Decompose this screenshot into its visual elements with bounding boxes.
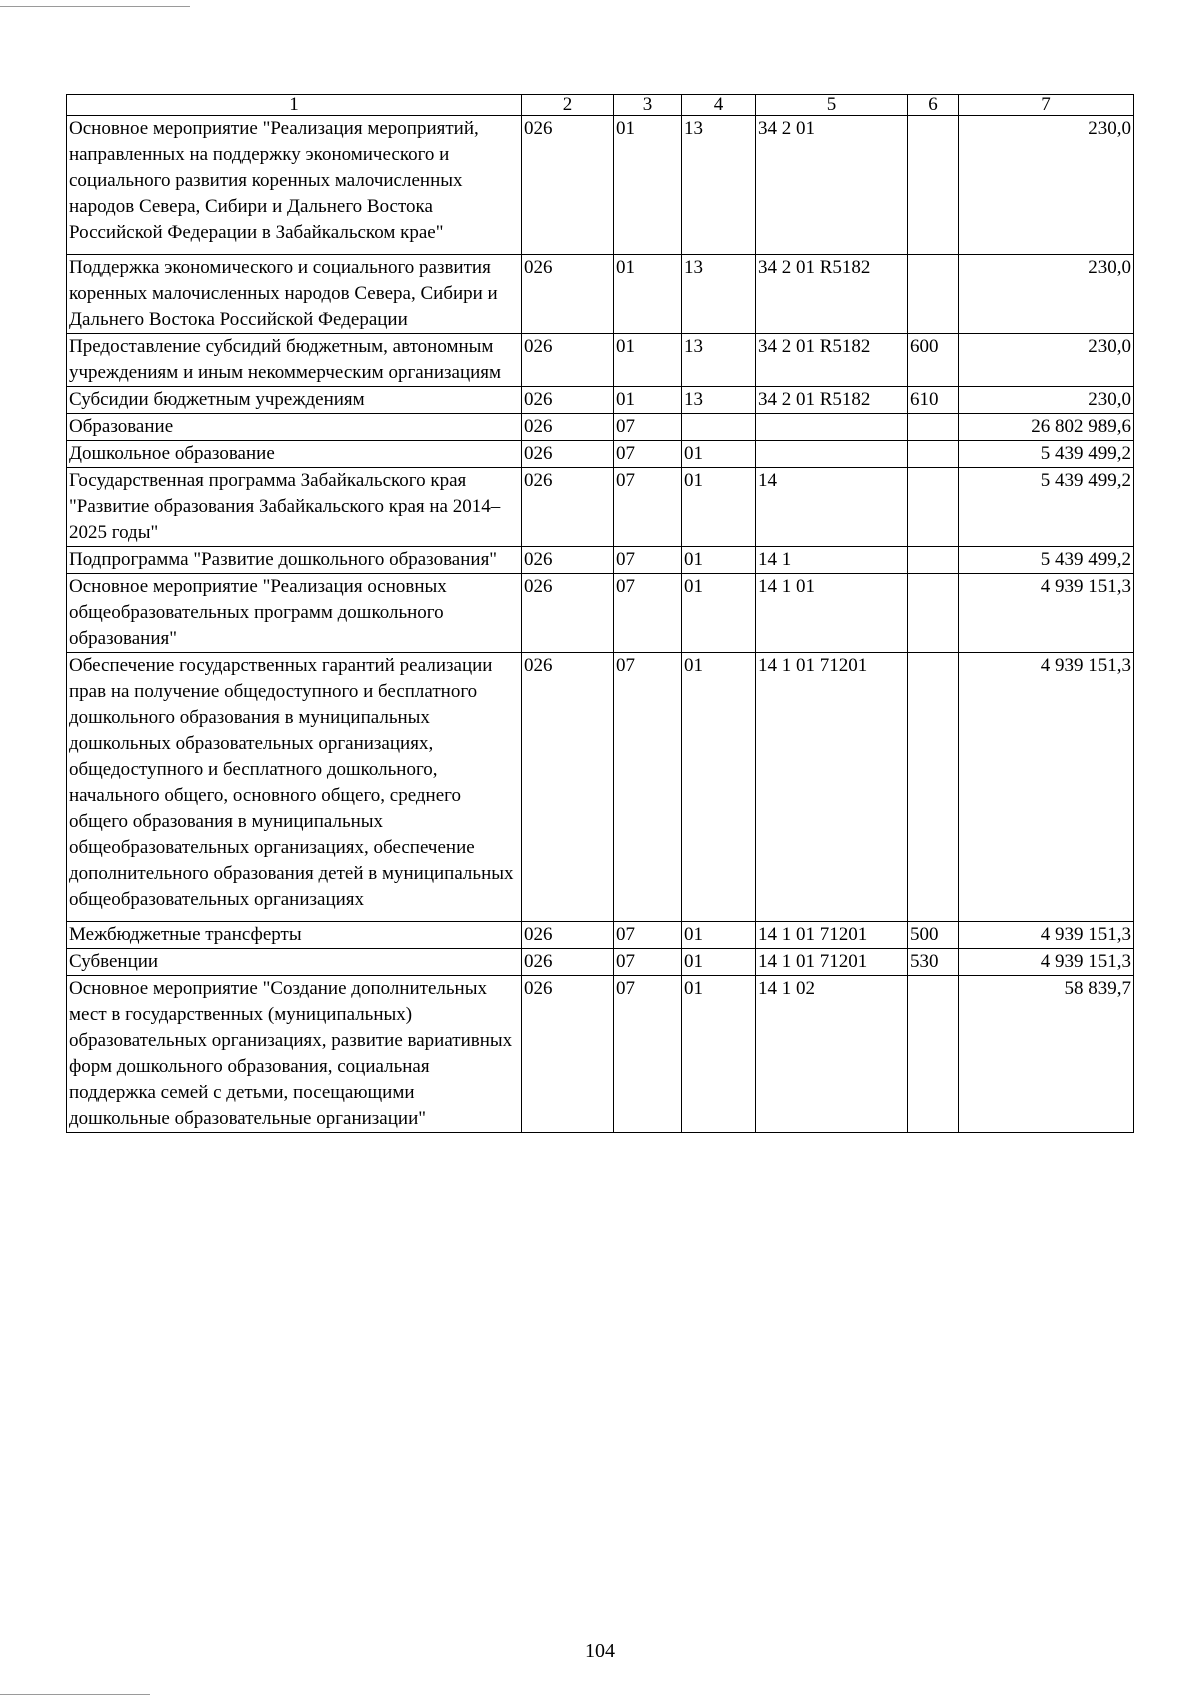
row-ministry: 026	[522, 414, 614, 441]
row-expense-type	[908, 441, 959, 468]
header-row	[67, 95, 1134, 116]
row-amount: 230,0	[959, 255, 1134, 334]
row-subsection: 01	[682, 574, 756, 653]
row-subsection: 13	[682, 334, 756, 387]
row-name: Предоставление субсидий бюджетным, автономным учреждениям и иным некоммерческим организациям	[67, 334, 522, 387]
table-row	[67, 976, 1134, 1133]
row-name: Государственная программа Забайкальского края "Развитие образования Забайкальского края на 2014–2025 годы"	[67, 468, 522, 547]
page-number: 104	[585, 1640, 615, 1662]
row-section: 07	[614, 574, 682, 653]
row-target: 34 2 01 R5182	[756, 255, 908, 334]
row-section: 01	[614, 387, 682, 414]
row-target: 14 1	[756, 547, 908, 574]
row-expense-type: 500	[908, 922, 959, 949]
row-amount: 5 439 499,2	[959, 468, 1134, 547]
row-subsection	[682, 414, 756, 441]
row-ministry: 026	[522, 653, 614, 922]
row-amount: 5 439 499,2	[959, 547, 1134, 574]
row-expense-type	[908, 116, 959, 255]
table-row	[67, 334, 1134, 387]
row-target: 14 1 01 71201	[756, 653, 908, 922]
row-ministry: 026	[522, 547, 614, 574]
row-subsection: 01	[682, 949, 756, 976]
row-name: Образование	[67, 414, 522, 441]
header-col-5: 5	[756, 95, 908, 116]
row-amount: 58 839,7	[959, 976, 1134, 1133]
row-name: Основное мероприятие "Реализация основных общеобразовательных программ дошкольного образования"	[67, 574, 522, 653]
row-section: 07	[614, 949, 682, 976]
row-amount: 230,0	[959, 116, 1134, 255]
row-target: 14 1 01 71201	[756, 922, 908, 949]
row-amount: 26 802 989,6	[959, 414, 1134, 441]
table-row	[67, 653, 1134, 922]
scan-edge-line-bottom	[0, 1694, 150, 1695]
table-row	[67, 949, 1134, 976]
row-name: Основное мероприятие "Создание дополнительных мест в государственных (муниципальных) образовательных организациях, развитие вариативных форм дошкольного образования, социальная поддержка семей с детьми, посещающими дошкольные образовательные организации"	[67, 976, 522, 1133]
row-subsection: 13	[682, 387, 756, 414]
row-section: 07	[614, 653, 682, 922]
row-expense-type	[908, 468, 959, 547]
row-target: 14 1 01 71201	[756, 949, 908, 976]
row-expense-type	[908, 414, 959, 441]
row-amount: 4 939 151,3	[959, 922, 1134, 949]
row-ministry: 026	[522, 922, 614, 949]
row-subsection: 01	[682, 922, 756, 949]
row-name: Основное мероприятие "Реализация мероприятий, направленных на поддержку экономического и социального развития коренных малочисленных народов Севера, Сибири и Дальнего Востока Российской Федерации в Забайкальском крае"	[67, 116, 522, 255]
row-name: Обеспечение государственных гарантий реализации прав на получение общедоступного и бесплатного дошкольного образования в муниципальных дошкольных образовательных организациях, общедоступного и бесплатного дошкольного, начального общего, основного общего, среднего общего образования в муниципальных общеобразовательных организациях, обеспечение дополнительного образования детей в муниципальных общеобразовательных организациях	[67, 653, 522, 922]
header-col-6: 6	[908, 95, 959, 116]
header-col-2: 2	[522, 95, 614, 116]
row-ministry: 026	[522, 468, 614, 547]
row-section: 01	[614, 255, 682, 334]
row-target: 34 2 01 R5182	[756, 334, 908, 387]
row-expense-type	[908, 574, 959, 653]
budget-table	[66, 94, 1134, 1133]
header-col-3: 3	[614, 95, 682, 116]
row-ministry: 026	[522, 976, 614, 1133]
row-subsection: 01	[682, 976, 756, 1133]
row-amount: 4 939 151,3	[959, 653, 1134, 922]
row-name: Дошкольное образование	[67, 441, 522, 468]
row-ministry: 026	[522, 574, 614, 653]
row-section: 01	[614, 334, 682, 387]
row-name: Субсидии бюджетным учреждениям	[67, 387, 522, 414]
header-col-7: 7	[959, 95, 1134, 116]
row-ministry: 026	[522, 255, 614, 334]
row-name: Поддержка экономического и социального развития коренных малочисленных народов Севера, Сибири и Дальнего Востока Российской Федерации	[67, 255, 522, 334]
row-subsection: 01	[682, 441, 756, 468]
row-ministry: 026	[522, 116, 614, 255]
row-ministry: 026	[522, 387, 614, 414]
row-amount: 4 939 151,3	[959, 574, 1134, 653]
row-subsection: 01	[682, 468, 756, 547]
row-name: Субвенции	[67, 949, 522, 976]
row-amount: 5 439 499,2	[959, 441, 1134, 468]
table-row	[67, 441, 1134, 468]
row-section: 07	[614, 441, 682, 468]
row-expense-type	[908, 547, 959, 574]
header-col-4: 4	[682, 95, 756, 116]
table-row	[67, 387, 1134, 414]
row-ministry: 026	[522, 441, 614, 468]
row-expense-type: 600	[908, 334, 959, 387]
row-section: 07	[614, 414, 682, 441]
row-amount: 4 939 151,3	[959, 949, 1134, 976]
row-subsection: 01	[682, 653, 756, 922]
header-col-1: 1	[67, 95, 522, 116]
row-target: 14 1 02	[756, 976, 908, 1133]
row-expense-type: 610	[908, 387, 959, 414]
table-row	[67, 922, 1134, 949]
row-amount: 230,0	[959, 334, 1134, 387]
row-section: 07	[614, 922, 682, 949]
row-ministry: 026	[522, 334, 614, 387]
row-amount: 230,0	[959, 387, 1134, 414]
row-target: 34 2 01 R5182	[756, 387, 908, 414]
row-expense-type	[908, 653, 959, 922]
table-row	[67, 574, 1134, 653]
table-row	[67, 116, 1134, 255]
row-section: 07	[614, 468, 682, 547]
row-target: 34 2 01	[756, 116, 908, 255]
row-subsection: 13	[682, 255, 756, 334]
table-row	[67, 414, 1134, 441]
row-expense-type	[908, 976, 959, 1133]
row-ministry: 026	[522, 949, 614, 976]
row-section: 07	[614, 976, 682, 1133]
row-expense-type: 530	[908, 949, 959, 976]
table-row	[67, 468, 1134, 547]
table-row	[67, 547, 1134, 574]
row-section: 07	[614, 547, 682, 574]
row-name: Подпрограмма "Развитие дошкольного образования"	[67, 547, 522, 574]
row-target: 14	[756, 468, 908, 547]
row-expense-type	[908, 255, 959, 334]
scan-edge-line-top	[0, 6, 190, 7]
row-name: Межбюджетные трансферты	[67, 922, 522, 949]
row-section: 01	[614, 116, 682, 255]
row-target	[756, 414, 908, 441]
row-subsection: 01	[682, 547, 756, 574]
row-target	[756, 441, 908, 468]
row-subsection: 13	[682, 116, 756, 255]
table-row	[67, 255, 1134, 334]
row-target: 14 1 01	[756, 574, 908, 653]
